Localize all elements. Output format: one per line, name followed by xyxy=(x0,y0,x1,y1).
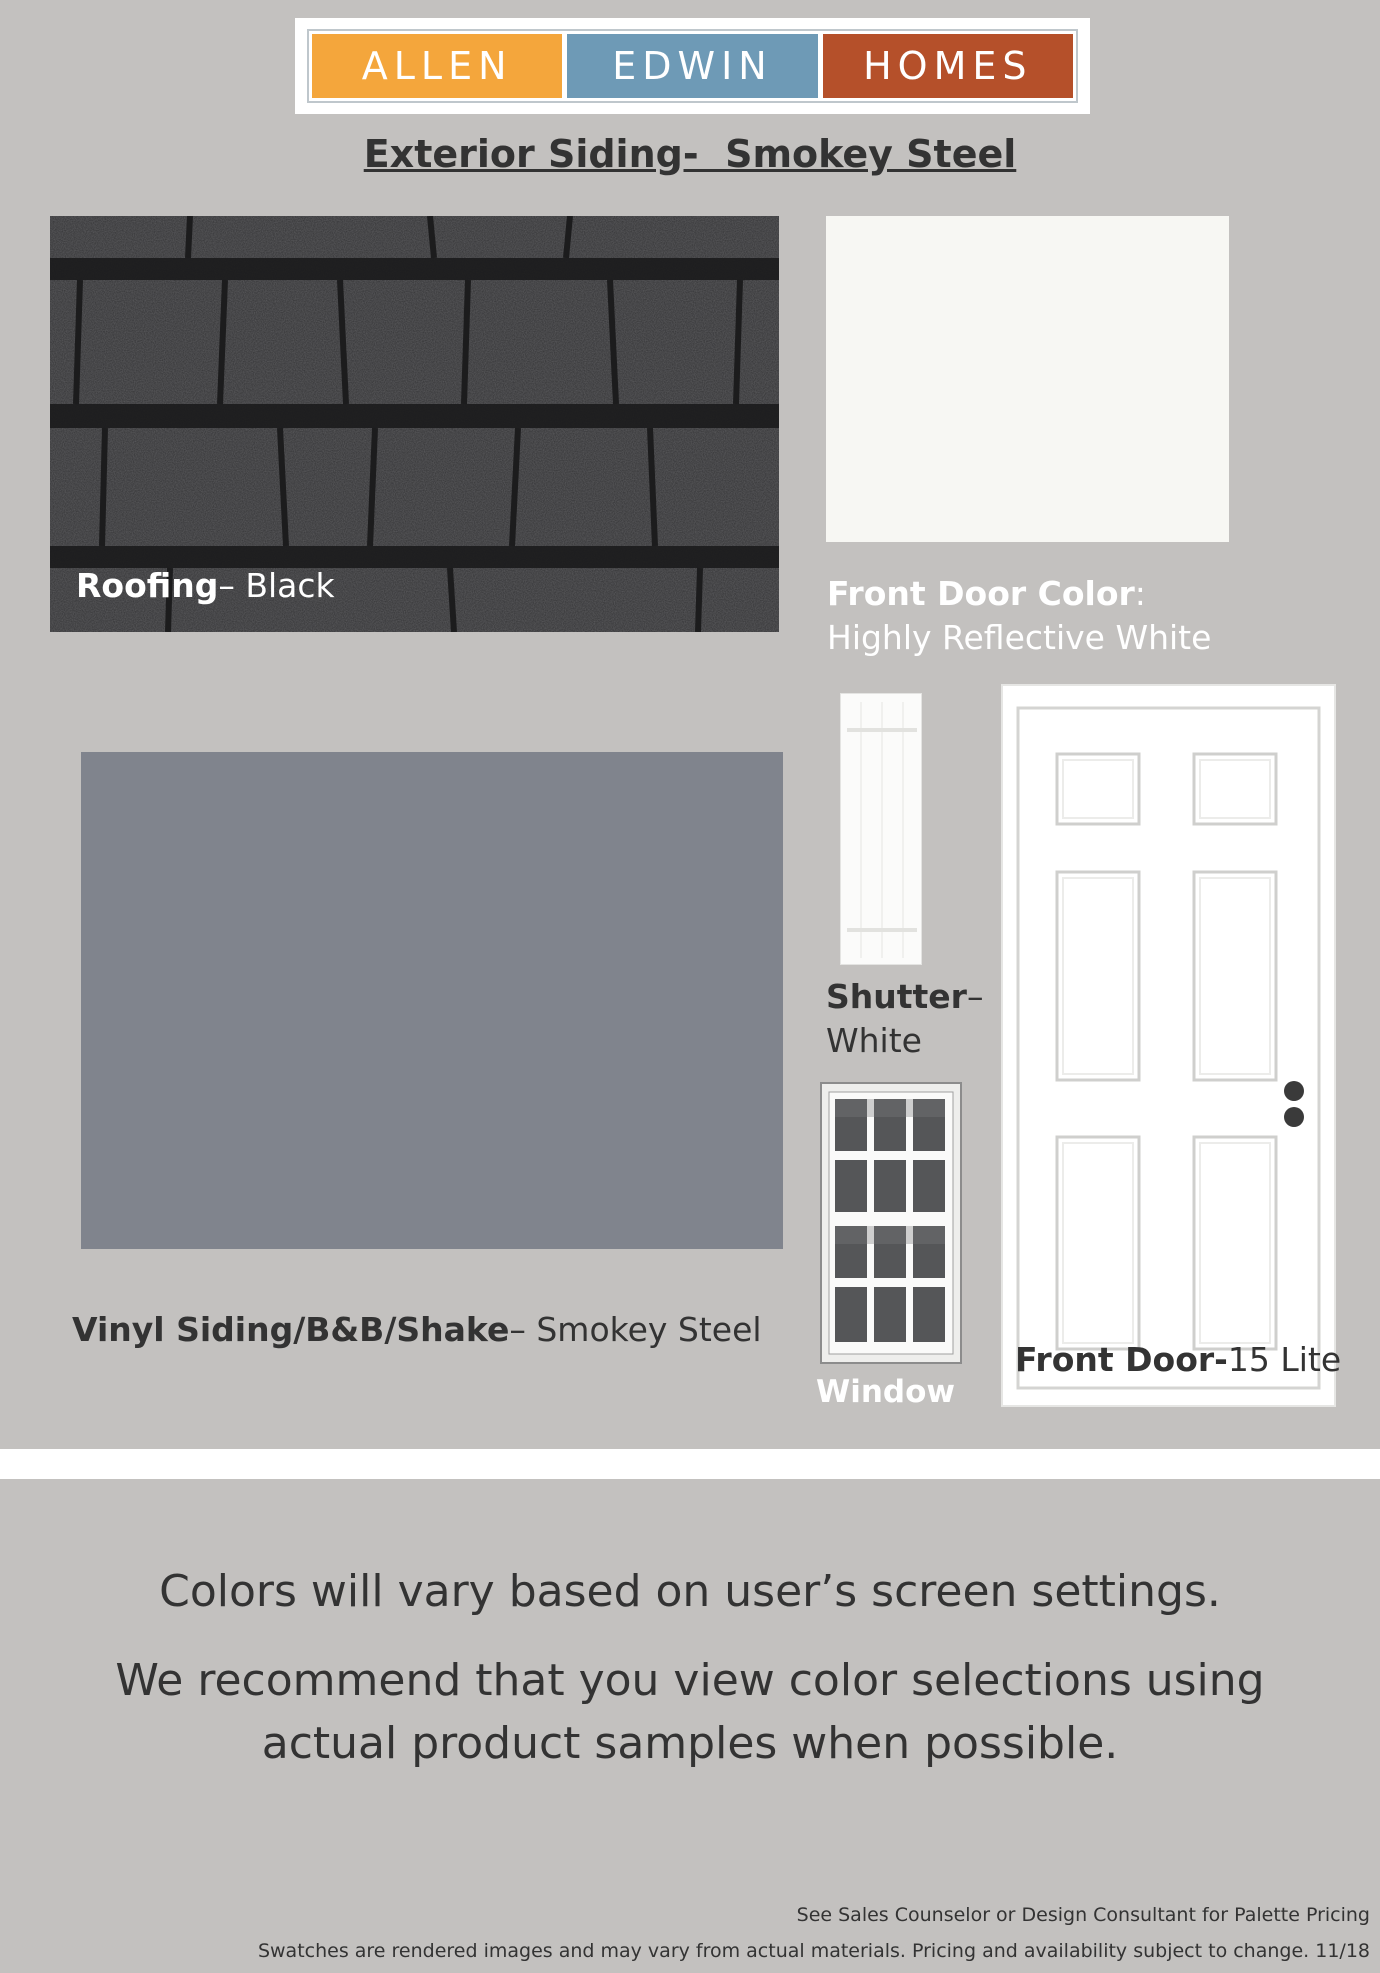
shutter-image xyxy=(840,693,922,965)
section-divider xyxy=(0,1449,1380,1479)
shutter-label-value: White xyxy=(826,1021,922,1060)
roofing-label-value: – Black xyxy=(218,566,335,605)
logo-word-allen: ALLEN xyxy=(312,34,562,98)
front-door-color-label-name: Front Door Color xyxy=(827,574,1135,613)
logo-word-homes: HOMES xyxy=(823,34,1073,98)
front-door-image xyxy=(1001,684,1342,1407)
front-door-color-sep: : xyxy=(1134,574,1146,613)
window-image xyxy=(820,1082,962,1364)
shutter-label xyxy=(826,975,983,1063)
note-screen-settings: Colors will vary based on user’s screen settings. xyxy=(159,1566,1221,1617)
note-recommend-line2: actual product samples when possible. xyxy=(261,1718,1119,1769)
front-door-color-swatch xyxy=(826,216,1229,542)
logo-word-edwin: EDWIN xyxy=(567,34,817,98)
footer-disclaimer: Swatches are rendered images and may vary from actual materials. Pricing and availability subject to change. 11/18 xyxy=(257,1940,1370,1962)
front-door-color-label xyxy=(827,572,1211,660)
six-panel-door xyxy=(1003,686,1334,1405)
brand-logo xyxy=(295,18,1090,114)
note-recommend-line1: We recommend that you view color selections using xyxy=(115,1655,1265,1706)
vinyl-siding-label xyxy=(72,1310,762,1349)
front-door-label xyxy=(1015,1340,1341,1379)
window-label: Window xyxy=(816,1374,956,1410)
logo-frame xyxy=(307,29,1078,103)
shutter-label-name: Shutter xyxy=(826,977,967,1016)
window-grid xyxy=(820,1082,962,1364)
page-title: Exterior Siding- Smokey Steel xyxy=(363,132,1017,176)
vinyl-siding-swatch xyxy=(81,752,783,1249)
front-door-label-value: 15 Lite xyxy=(1227,1340,1342,1379)
roofing-label-name: Roofing xyxy=(76,566,219,605)
front-door-label-name: Front Door- xyxy=(1015,1340,1228,1379)
footer-pricing-note: See Sales Counselor or Design Consultant for Palette Pricing xyxy=(796,1904,1370,1926)
vinyl-siding-label-name: Vinyl Siding/B&B/Shake xyxy=(72,1310,510,1349)
vinyl-siding-label-value: – Smokey Steel xyxy=(509,1310,762,1349)
shutter-label-sep: – xyxy=(966,977,984,1016)
front-door-color-value: Highly Reflective White xyxy=(827,618,1212,657)
roofing-label xyxy=(76,566,335,605)
roofing-swatch xyxy=(50,216,779,632)
shutter-boards xyxy=(841,694,923,966)
